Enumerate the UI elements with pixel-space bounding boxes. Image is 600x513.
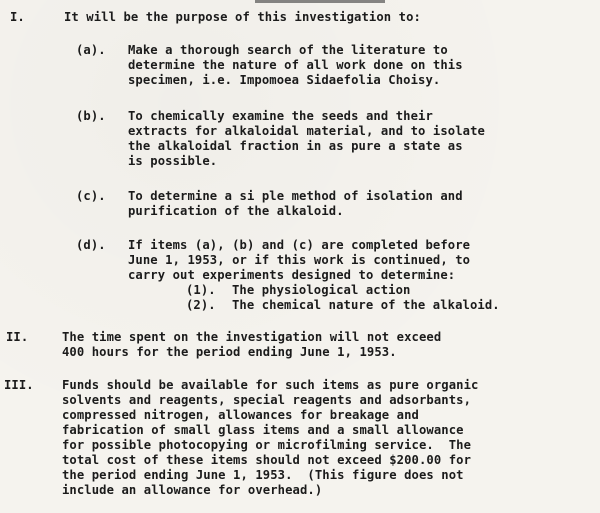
section-3-line-1: Funds should be available for such items as pure organic (62, 378, 479, 392)
section-2-line-1: The time spent on the investigation will not exceed (62, 330, 442, 344)
top-edge-mark (255, 0, 385, 3)
item-d-sub-1-text: The physiological action (232, 283, 411, 297)
item-d-line-2: June 1, 1953, or if this work is continued, to (128, 253, 471, 267)
item-a-line-2: determine the nature of all work done on this (128, 58, 463, 72)
item-d-line-1: If items (a), (b) and (c) are completed before (128, 238, 471, 252)
item-c-label: (c). (76, 189, 106, 203)
section-3-numeral: III. (4, 378, 34, 392)
section-3-line-4: fabrication of small glass items and a small allowance (62, 423, 464, 437)
item-d-sub-2-label: (2). (186, 298, 216, 312)
section-3-line-2: solvents and reagents, special reagents and adsorbants, (62, 393, 472, 407)
item-d-line-3: carry out experiments designed to determine: (128, 268, 456, 282)
item-d-sub-1-label: (1). (186, 283, 216, 297)
section-3-line-5: for possible photocopying or microfilming service. The (62, 438, 472, 452)
section-1-intro: It will be the purpose of this investigation to: (64, 10, 421, 24)
item-b-line-2: extracts for alkaloidal material, and to isolate (128, 124, 485, 138)
section-3-line-3: compressed nitrogen, allowances for breakage and (62, 408, 419, 422)
section-3-line-6: total cost of these items should not exceed $200.00 for (62, 453, 472, 467)
section-2-numeral: II. (6, 330, 29, 344)
section-3-line-7: the period ending June 1, 1953. (This figure does not (62, 468, 464, 482)
item-b-label: (b). (76, 109, 106, 123)
item-c-line-2: purification of the alkaloid. (128, 204, 344, 218)
item-a-line-1: Make a thorough search of the literature to (128, 43, 448, 57)
item-d-label: (d). (76, 238, 106, 252)
section-1-numeral: I. (10, 10, 25, 24)
item-d-sub-2-text: The chemical nature of the alkaloid. (232, 298, 500, 312)
item-a-label: (a). (76, 43, 106, 57)
item-b-line-3: the alkaloidal fraction in as pure a state as (128, 139, 463, 153)
section-3-line-8: include an allowance for overhead.) (62, 483, 323, 497)
item-b-line-1: To chemically examine the seeds and their (128, 109, 433, 123)
item-a-line-3: specimen, i.e. Impomoea Sidaefolia Choisy. (128, 73, 441, 87)
section-2-line-2: 400 hours for the period ending June 1, 1953. (62, 345, 397, 359)
item-c-line-1: To determine a si ple method of isolation and (128, 189, 463, 203)
item-b-line-4: is possible. (128, 154, 218, 168)
